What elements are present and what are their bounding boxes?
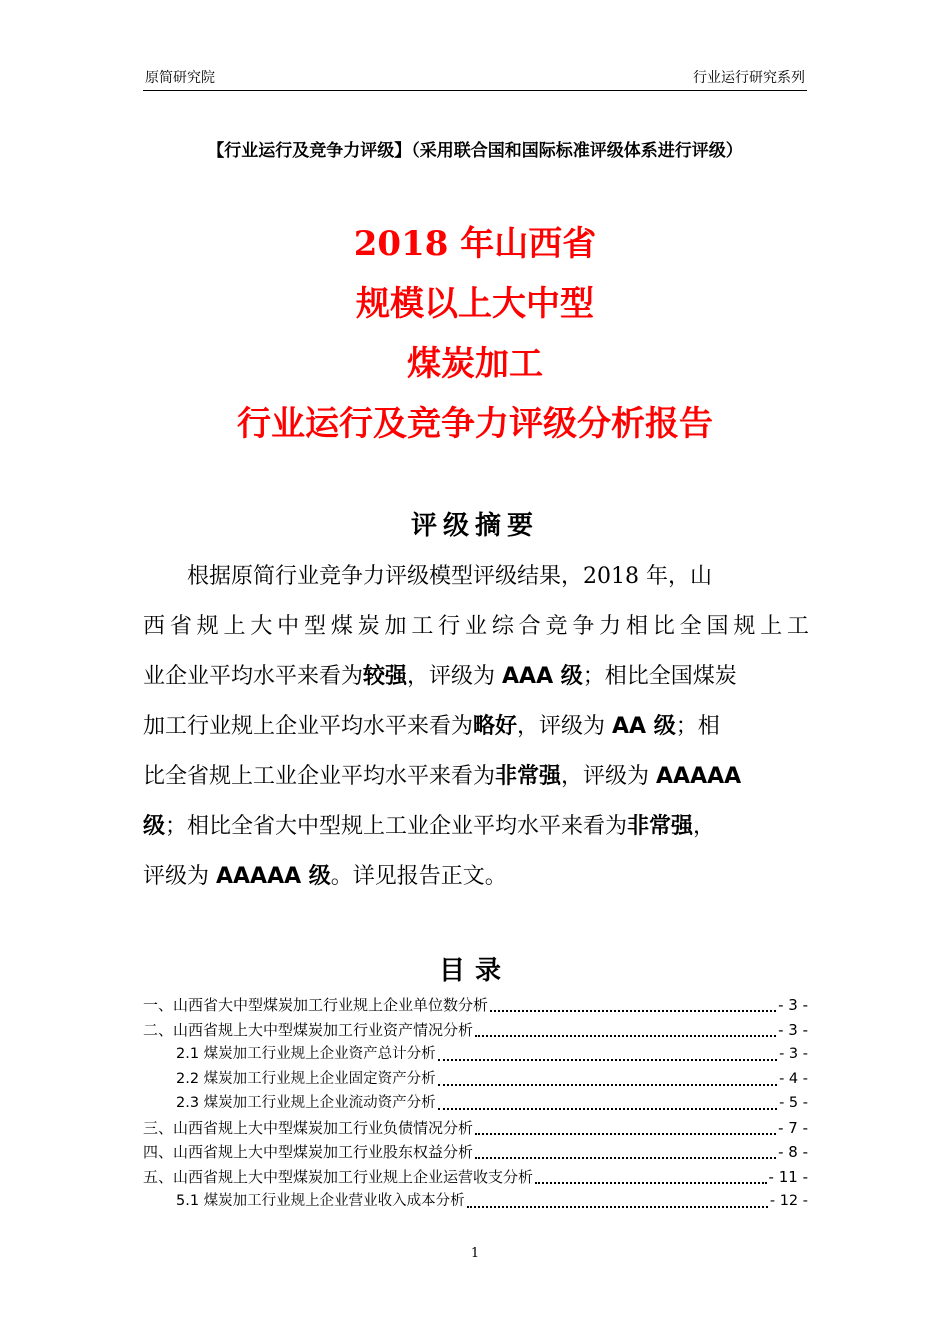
toc-leader-dots	[475, 1023, 776, 1037]
toc-entry-label: 2.3 煤炭加工行业规上企业流动资产分析	[176, 1095, 436, 1111]
toc-entry-label: 四、山西省规上大中型煤炭加工行业股东权益分析	[143, 1143, 474, 1161]
toc-entry-page: - 8 -	[778, 1143, 808, 1161]
toc-leader-dots	[438, 1072, 777, 1086]
rating-grade: AA 级	[612, 714, 676, 739]
abstract-text: ；相比全省大中型规上工业企业平均水平来看为	[165, 814, 628, 839]
toc-entry-page: - 3 -	[779, 1046, 808, 1062]
toc-entry[interactable]	[143, 1042, 808, 1067]
report-title	[100, 214, 850, 454]
abstract-emphasis: 略好	[473, 714, 518, 739]
abstract-text: 业企业平均水平来看为	[143, 664, 364, 689]
toc-entry-page: - 3 -	[778, 1020, 808, 1039]
abstract-text: ，	[693, 814, 716, 839]
abstract-text: ，评级为	[561, 764, 657, 789]
toc-entry[interactable]	[143, 1140, 808, 1165]
report-subtitle: 【行业运行及竞争力评级】（采用联合国和国际标准评级体系进行评级）	[207, 141, 743, 161]
abstract-text: 西省规上大中型煤炭加工行业综合竞争力相比全国规上工	[143, 614, 809, 639]
rating-grade: 级	[143, 814, 166, 839]
toc-entry-label: 2.1 煤炭加工行业规上企业资产总计分析	[176, 1046, 436, 1062]
toc-entry-label: 五、山西省规上大中型煤炭加工行业规上企业运营收支分析	[143, 1167, 534, 1186]
toc-entry-page: - 12 -	[769, 1193, 808, 1209]
abstract-text: 。详见报告正文。	[330, 864, 507, 889]
toc-leader-dots	[535, 1170, 767, 1184]
abstract-emphasis: 较强	[363, 664, 408, 689]
toc-entry-page: - 4 -	[779, 1070, 808, 1087]
toc-entry[interactable]	[143, 993, 808, 1018]
toc-heading: 目录	[438, 956, 511, 986]
toc-entry[interactable]	[143, 1189, 808, 1214]
abstract-text: 根据原简行业竞争力评级模型评级结果，2018 年，山	[187, 564, 712, 589]
toc-entry-label: 2.2 煤炭加工行业规上企业固定资产分析	[176, 1070, 436, 1087]
toc-leader-dots	[475, 1145, 776, 1159]
abstract-text: ，评级为	[407, 664, 503, 689]
toc-entry-label: 一、山西省大中型煤炭加工行业规上企业单位数分析	[143, 996, 489, 1014]
abstract-line	[143, 652, 809, 702]
toc-entry[interactable]	[143, 1116, 808, 1141]
page-header	[143, 62, 807, 91]
rating-grade: AAAAA	[656, 764, 742, 789]
abstract-text: 评级为	[143, 864, 216, 889]
abstract-emphasis: 非常强	[495, 764, 562, 789]
abstract-emphasis: 非常强	[627, 814, 694, 839]
toc-entry-page: - 5 -	[779, 1095, 808, 1111]
toc-entry[interactable]	[143, 1067, 808, 1092]
abstract-text: ；相比全国煤炭	[582, 664, 737, 689]
toc-leader-dots	[490, 998, 776, 1012]
abstract-line	[143, 552, 809, 602]
toc-entry[interactable]	[143, 1091, 808, 1116]
toc-entry[interactable]	[143, 1018, 808, 1043]
abstract-text: 比全省规上工业企业平均水平来看为	[143, 764, 496, 789]
toc-entry[interactable]	[143, 1165, 808, 1190]
abstract-text: 加工行业规上企业平均水平来看为	[143, 714, 474, 739]
abstract-line	[143, 802, 809, 852]
header-series: 行业运行研究系列	[693, 70, 805, 86]
toc-entry-page: - 3 -	[778, 996, 808, 1014]
abstract-line	[143, 852, 809, 902]
abstract-heading: 评级摘要	[410, 511, 539, 541]
header-organization: 原简研究院	[145, 70, 215, 86]
abstract-body	[143, 552, 809, 902]
rating-grade: AAAAA 级	[216, 864, 331, 889]
title-line: 规模以上大中型	[356, 284, 594, 324]
title-line: 煤炭加工	[407, 344, 543, 384]
page-number: 1	[470, 1246, 480, 1261]
toc-entry-label: 5.1 煤炭加工行业规上企业营业收入成本分析	[176, 1193, 465, 1209]
toc-entry-page: - 11 -	[768, 1167, 808, 1186]
title-line: 行业运行及竞争力评级分析报告	[237, 404, 713, 444]
toc-leader-dots	[475, 1121, 776, 1135]
toc-entry-page: - 7 -	[778, 1118, 808, 1137]
abstract-text: ；相	[675, 714, 720, 739]
toc-leader-dots	[438, 1096, 777, 1110]
abstract-line	[143, 602, 809, 652]
toc-leader-dots	[467, 1194, 768, 1208]
abstract-line	[143, 702, 809, 752]
toc-entry-label: 二、山西省规上大中型煤炭加工行业资产情况分析	[143, 1020, 474, 1039]
toc-entry-label: 三、山西省规上大中型煤炭加工行业负债情况分析	[143, 1118, 474, 1137]
toc-leader-dots	[438, 1047, 777, 1061]
table-of-contents	[143, 993, 808, 1214]
rating-grade: AAA 级	[502, 664, 583, 689]
title-line: 2018 年山西省	[353, 224, 597, 264]
abstract-line	[143, 752, 809, 802]
abstract-text: ，评级为	[517, 714, 613, 739]
